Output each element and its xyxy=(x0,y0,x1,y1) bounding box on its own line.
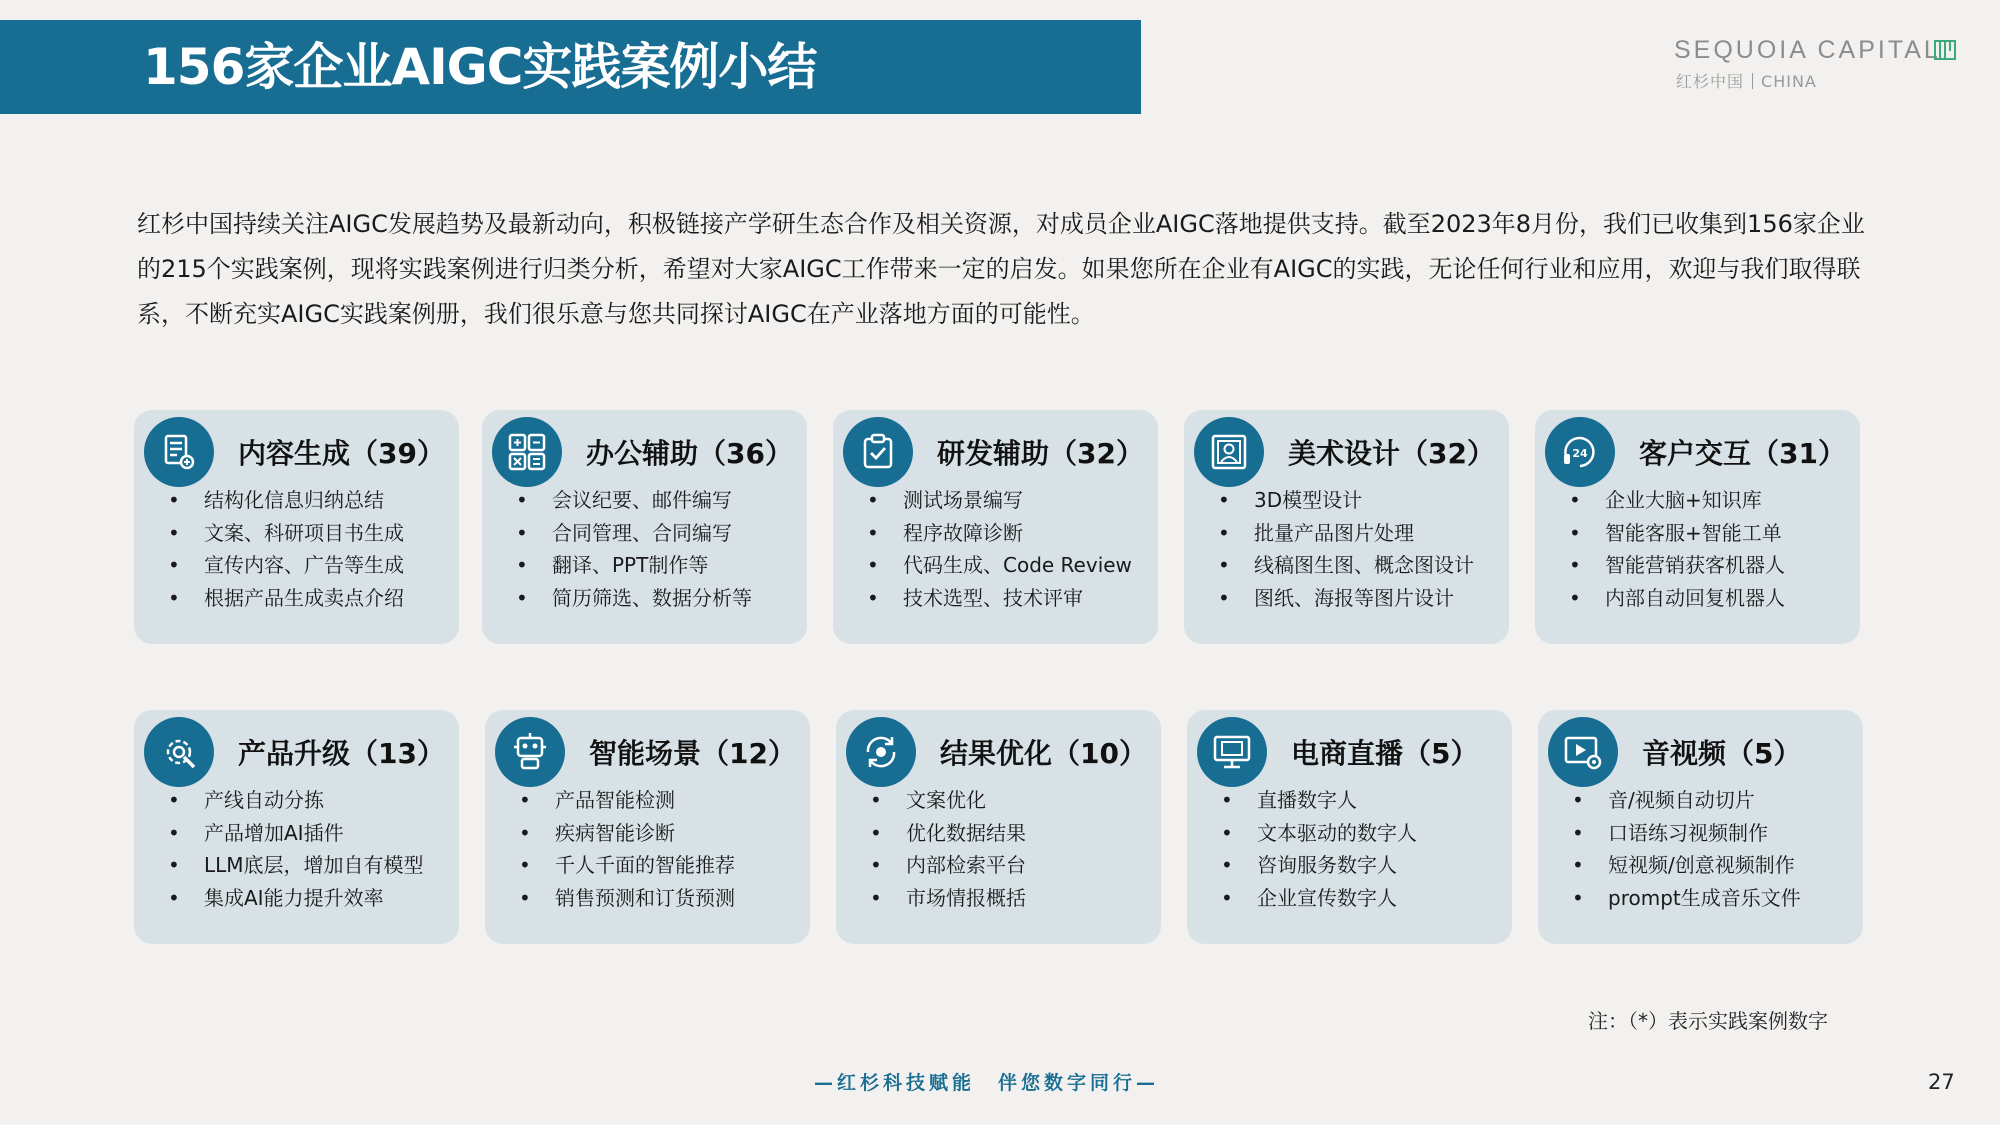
list-item-text: 市场情报概括 xyxy=(906,885,1026,910)
category-card xyxy=(485,710,810,944)
list-item xyxy=(516,549,752,582)
card-title: 客户交互（31） xyxy=(1639,437,1846,470)
category-card xyxy=(833,410,1158,644)
list-item xyxy=(1572,882,1801,915)
list-item xyxy=(867,549,1132,582)
list-item-text: 音/视频自动切片 xyxy=(1608,788,1755,812)
list-item-text: 千人千面的智能推荐 xyxy=(555,853,735,877)
list-item-text: 代码生成、Code Review xyxy=(903,553,1132,577)
list-item-text: 企业大脑+知识库 xyxy=(1605,488,1762,512)
bullet: • xyxy=(870,788,882,812)
list-item-text: prompt生成音乐文件 xyxy=(1608,885,1801,910)
list-item xyxy=(1221,784,1417,817)
list-item-text: 程序故障诊断 xyxy=(903,520,1023,545)
category-card xyxy=(1184,410,1509,644)
list-item-text: 直播数字人 xyxy=(1257,788,1357,812)
portrait-frame-icon xyxy=(1194,417,1264,487)
card-title: 美术设计（32） xyxy=(1288,437,1495,470)
list-item xyxy=(519,784,735,817)
list-item xyxy=(1221,849,1417,882)
list-item-text: 合同管理、合同编写 xyxy=(552,520,732,545)
bullet: • xyxy=(516,520,528,545)
bullet: • xyxy=(1218,585,1230,610)
list-item xyxy=(168,484,404,517)
category-card xyxy=(1187,710,1512,944)
list-item xyxy=(168,784,424,817)
bullet: • xyxy=(168,853,180,877)
page-title: 156家企业AIGC实践案例小结 xyxy=(143,38,817,96)
logo-sub-en: CHINA xyxy=(1761,72,1817,91)
bullet: • xyxy=(516,488,528,512)
list-item xyxy=(1572,784,1801,817)
list-item xyxy=(1218,517,1474,550)
list-item xyxy=(516,582,752,615)
sequoia-logo xyxy=(1674,36,1959,96)
list-item-text: 内部自动回复机器人 xyxy=(1605,585,1785,610)
list-item-text: 产品增加AI插件 xyxy=(204,820,344,845)
bullet: • xyxy=(867,585,879,610)
clipboard-check-icon xyxy=(843,417,913,487)
footnote: 注：（*）表示实践案例数字 xyxy=(1588,1009,1828,1033)
bullet: • xyxy=(867,520,879,545)
card-title: 办公辅助（36） xyxy=(586,437,793,470)
card-item-list xyxy=(168,784,424,914)
list-item-text: 企业宣传数字人 xyxy=(1257,885,1397,910)
video-settings-icon xyxy=(1548,717,1618,787)
list-item xyxy=(519,849,735,882)
list-item xyxy=(168,882,424,915)
logo-subtitle xyxy=(1676,69,1817,92)
bullet: • xyxy=(519,885,531,910)
list-item-text: 产品智能检测 xyxy=(555,788,675,812)
bullet: • xyxy=(519,820,531,845)
bullet: • xyxy=(867,488,879,512)
list-item xyxy=(1572,817,1801,850)
bullet: • xyxy=(168,820,180,845)
gear-wrench-icon xyxy=(144,717,214,787)
list-item xyxy=(516,484,752,517)
document-edit-icon xyxy=(144,417,214,487)
bullet: • xyxy=(516,553,528,577)
card-item-list xyxy=(1569,484,1785,614)
logo-divider xyxy=(1752,73,1753,89)
list-item-text: 图纸、海报等图片设计 xyxy=(1254,585,1454,610)
list-item xyxy=(1572,849,1801,882)
list-item-text: 批量产品图片处理 xyxy=(1254,520,1414,545)
bullet: • xyxy=(870,885,882,910)
card-title: 电商直播（5） xyxy=(1291,737,1479,770)
list-item xyxy=(867,484,1132,517)
calculator-icon xyxy=(492,417,562,487)
bullet: • xyxy=(168,520,180,545)
footer-slogan: —红杉科技赋能 伴您数字同行— xyxy=(814,1072,1160,1094)
list-item-text: 口语练习视频制作 xyxy=(1608,820,1768,845)
card-title: 智能场景（12） xyxy=(589,737,796,770)
list-item-text: 技术选型、技术评审 xyxy=(903,585,1083,610)
list-item xyxy=(168,817,424,850)
bullet: • xyxy=(1569,553,1581,577)
card-title: 结果优化（10） xyxy=(940,737,1147,770)
robot-icon xyxy=(495,717,565,787)
bullet: • xyxy=(1221,788,1233,812)
list-item-text: 会议纪要、邮件编写 xyxy=(552,488,732,512)
category-card xyxy=(836,710,1161,944)
bullet: • xyxy=(867,553,879,577)
card-title: 音视频（5） xyxy=(1642,737,1802,770)
bullet: • xyxy=(1572,885,1584,910)
logo-wordmark: SEQUOIA CAPITAL xyxy=(1674,36,1941,64)
list-item xyxy=(870,882,1026,915)
bullet: • xyxy=(870,820,882,845)
list-item-text: 线稿图生图、概念图设计 xyxy=(1254,553,1474,577)
sequoia-mark-icon xyxy=(1934,39,1956,61)
card-item-list xyxy=(519,784,735,914)
bullet: • xyxy=(168,788,180,812)
logo-sub-cn: 红杉中国 xyxy=(1676,72,1745,91)
list-item-text: 集成AI能力提升效率 xyxy=(204,885,384,910)
list-item xyxy=(1569,517,1785,550)
card-item-list xyxy=(867,484,1132,614)
list-item-text: 文案优化 xyxy=(906,788,986,812)
list-item xyxy=(1221,882,1417,915)
list-item xyxy=(168,517,404,550)
bullet: • xyxy=(168,553,180,577)
list-item xyxy=(870,849,1026,882)
category-card xyxy=(1535,410,1860,644)
list-item xyxy=(1218,549,1474,582)
list-item-text: 结构化信息归纳总结 xyxy=(204,488,384,512)
card-item-list xyxy=(168,484,404,614)
bullet: • xyxy=(1221,853,1233,877)
list-item xyxy=(870,817,1026,850)
list-item xyxy=(168,582,404,615)
intro-paragraph: 红杉中国持续关注AIGC发展趋势及最新动向，积极链接产学研生态合作及相关资源，对成员企业AIGC落地提供支持。截至2023年8月份，我们已收集到156家企业的215个实践案例，现将实践案例进行归类分析，希望对大家AIGC工作带来一定的启发。如果您所在企业有AIGC的实践，无论任何行业和应用，欢迎与我们取得联系，不断充实AIGC实践案例册，我们很乐意与您共同探讨AIGC在产业落地方面的可能性。 xyxy=(137,210,1865,328)
list-item xyxy=(867,517,1132,550)
bullet: • xyxy=(1572,820,1584,845)
card-item-list xyxy=(516,484,752,614)
list-item-text: 疾病智能诊断 xyxy=(555,820,675,845)
bullet: • xyxy=(1221,885,1233,910)
bullet: • xyxy=(1218,488,1230,512)
list-item-text: 短视频/创意视频制作 xyxy=(1608,853,1795,877)
list-item-text: 3D模型设计 xyxy=(1254,488,1363,512)
bullet: • xyxy=(168,585,180,610)
list-item xyxy=(870,784,1026,817)
list-item-text: 产线自动分拣 xyxy=(204,788,324,812)
bullet: • xyxy=(168,885,180,910)
list-item xyxy=(1569,582,1785,615)
list-item-text: 咨询服务数字人 xyxy=(1257,853,1397,877)
category-card xyxy=(482,410,807,644)
bullet: • xyxy=(1572,788,1584,812)
list-item xyxy=(1218,484,1474,517)
bullet: • xyxy=(516,585,528,610)
category-card xyxy=(134,410,459,644)
bullet: • xyxy=(1218,553,1230,577)
category-card xyxy=(1538,710,1863,944)
card-title: 研发辅助（32） xyxy=(937,437,1144,470)
list-item-text: 智能客服+智能工单 xyxy=(1605,520,1782,545)
list-item xyxy=(168,849,424,882)
list-item xyxy=(168,549,404,582)
list-item-text: 智能营销获客机器人 xyxy=(1605,553,1785,577)
bullet: • xyxy=(519,788,531,812)
list-item xyxy=(867,582,1132,615)
bullet: • xyxy=(1221,820,1233,845)
list-item-text: 测试场景编写 xyxy=(903,488,1023,512)
card-item-list xyxy=(1218,484,1474,614)
card-item-list xyxy=(870,784,1026,914)
bullet: • xyxy=(1218,520,1230,545)
list-item-text: 文案、科研项目书生成 xyxy=(204,520,404,545)
list-item-text: 简历筛选、数据分析等 xyxy=(552,585,752,610)
list-item xyxy=(519,882,735,915)
bullet: • xyxy=(519,853,531,877)
bullet: • xyxy=(168,488,180,512)
list-item-text: 翻译、PPT制作等 xyxy=(552,553,709,577)
list-item xyxy=(516,517,752,550)
list-item-text: 宣传内容、广告等生成 xyxy=(204,553,404,577)
list-item-text: 销售预测和订货预测 xyxy=(555,885,735,910)
bullet: • xyxy=(1572,853,1584,877)
list-item xyxy=(1569,549,1785,582)
card-title: 产品升级（13） xyxy=(238,737,445,770)
bullet: • xyxy=(1569,488,1581,512)
card-item-list xyxy=(1221,784,1417,914)
list-item xyxy=(519,817,735,850)
page-number: 27 xyxy=(1928,1070,1955,1094)
monitor-icon xyxy=(1197,717,1267,787)
support-24h-icon xyxy=(1545,417,1615,487)
bullet: • xyxy=(1569,585,1581,610)
list-item-text: LLM底层，增加自有模型 xyxy=(204,853,424,877)
svg-text:24: 24 xyxy=(1572,447,1588,460)
bullet: • xyxy=(870,853,882,877)
list-item xyxy=(1569,484,1785,517)
card-title: 内容生成（39） xyxy=(238,437,445,470)
bullet: • xyxy=(1569,520,1581,545)
category-card xyxy=(134,710,459,944)
list-item xyxy=(1218,582,1474,615)
card-item-list xyxy=(1572,784,1801,914)
list-item-text: 文本驱动的数字人 xyxy=(1257,820,1417,845)
list-item-text: 根据产品生成卖点介绍 xyxy=(204,585,404,610)
list-item xyxy=(1221,817,1417,850)
list-item-text: 内部检索平台 xyxy=(906,853,1026,877)
gear-refresh-icon xyxy=(846,717,916,787)
list-item-text: 优化数据结果 xyxy=(906,820,1026,845)
